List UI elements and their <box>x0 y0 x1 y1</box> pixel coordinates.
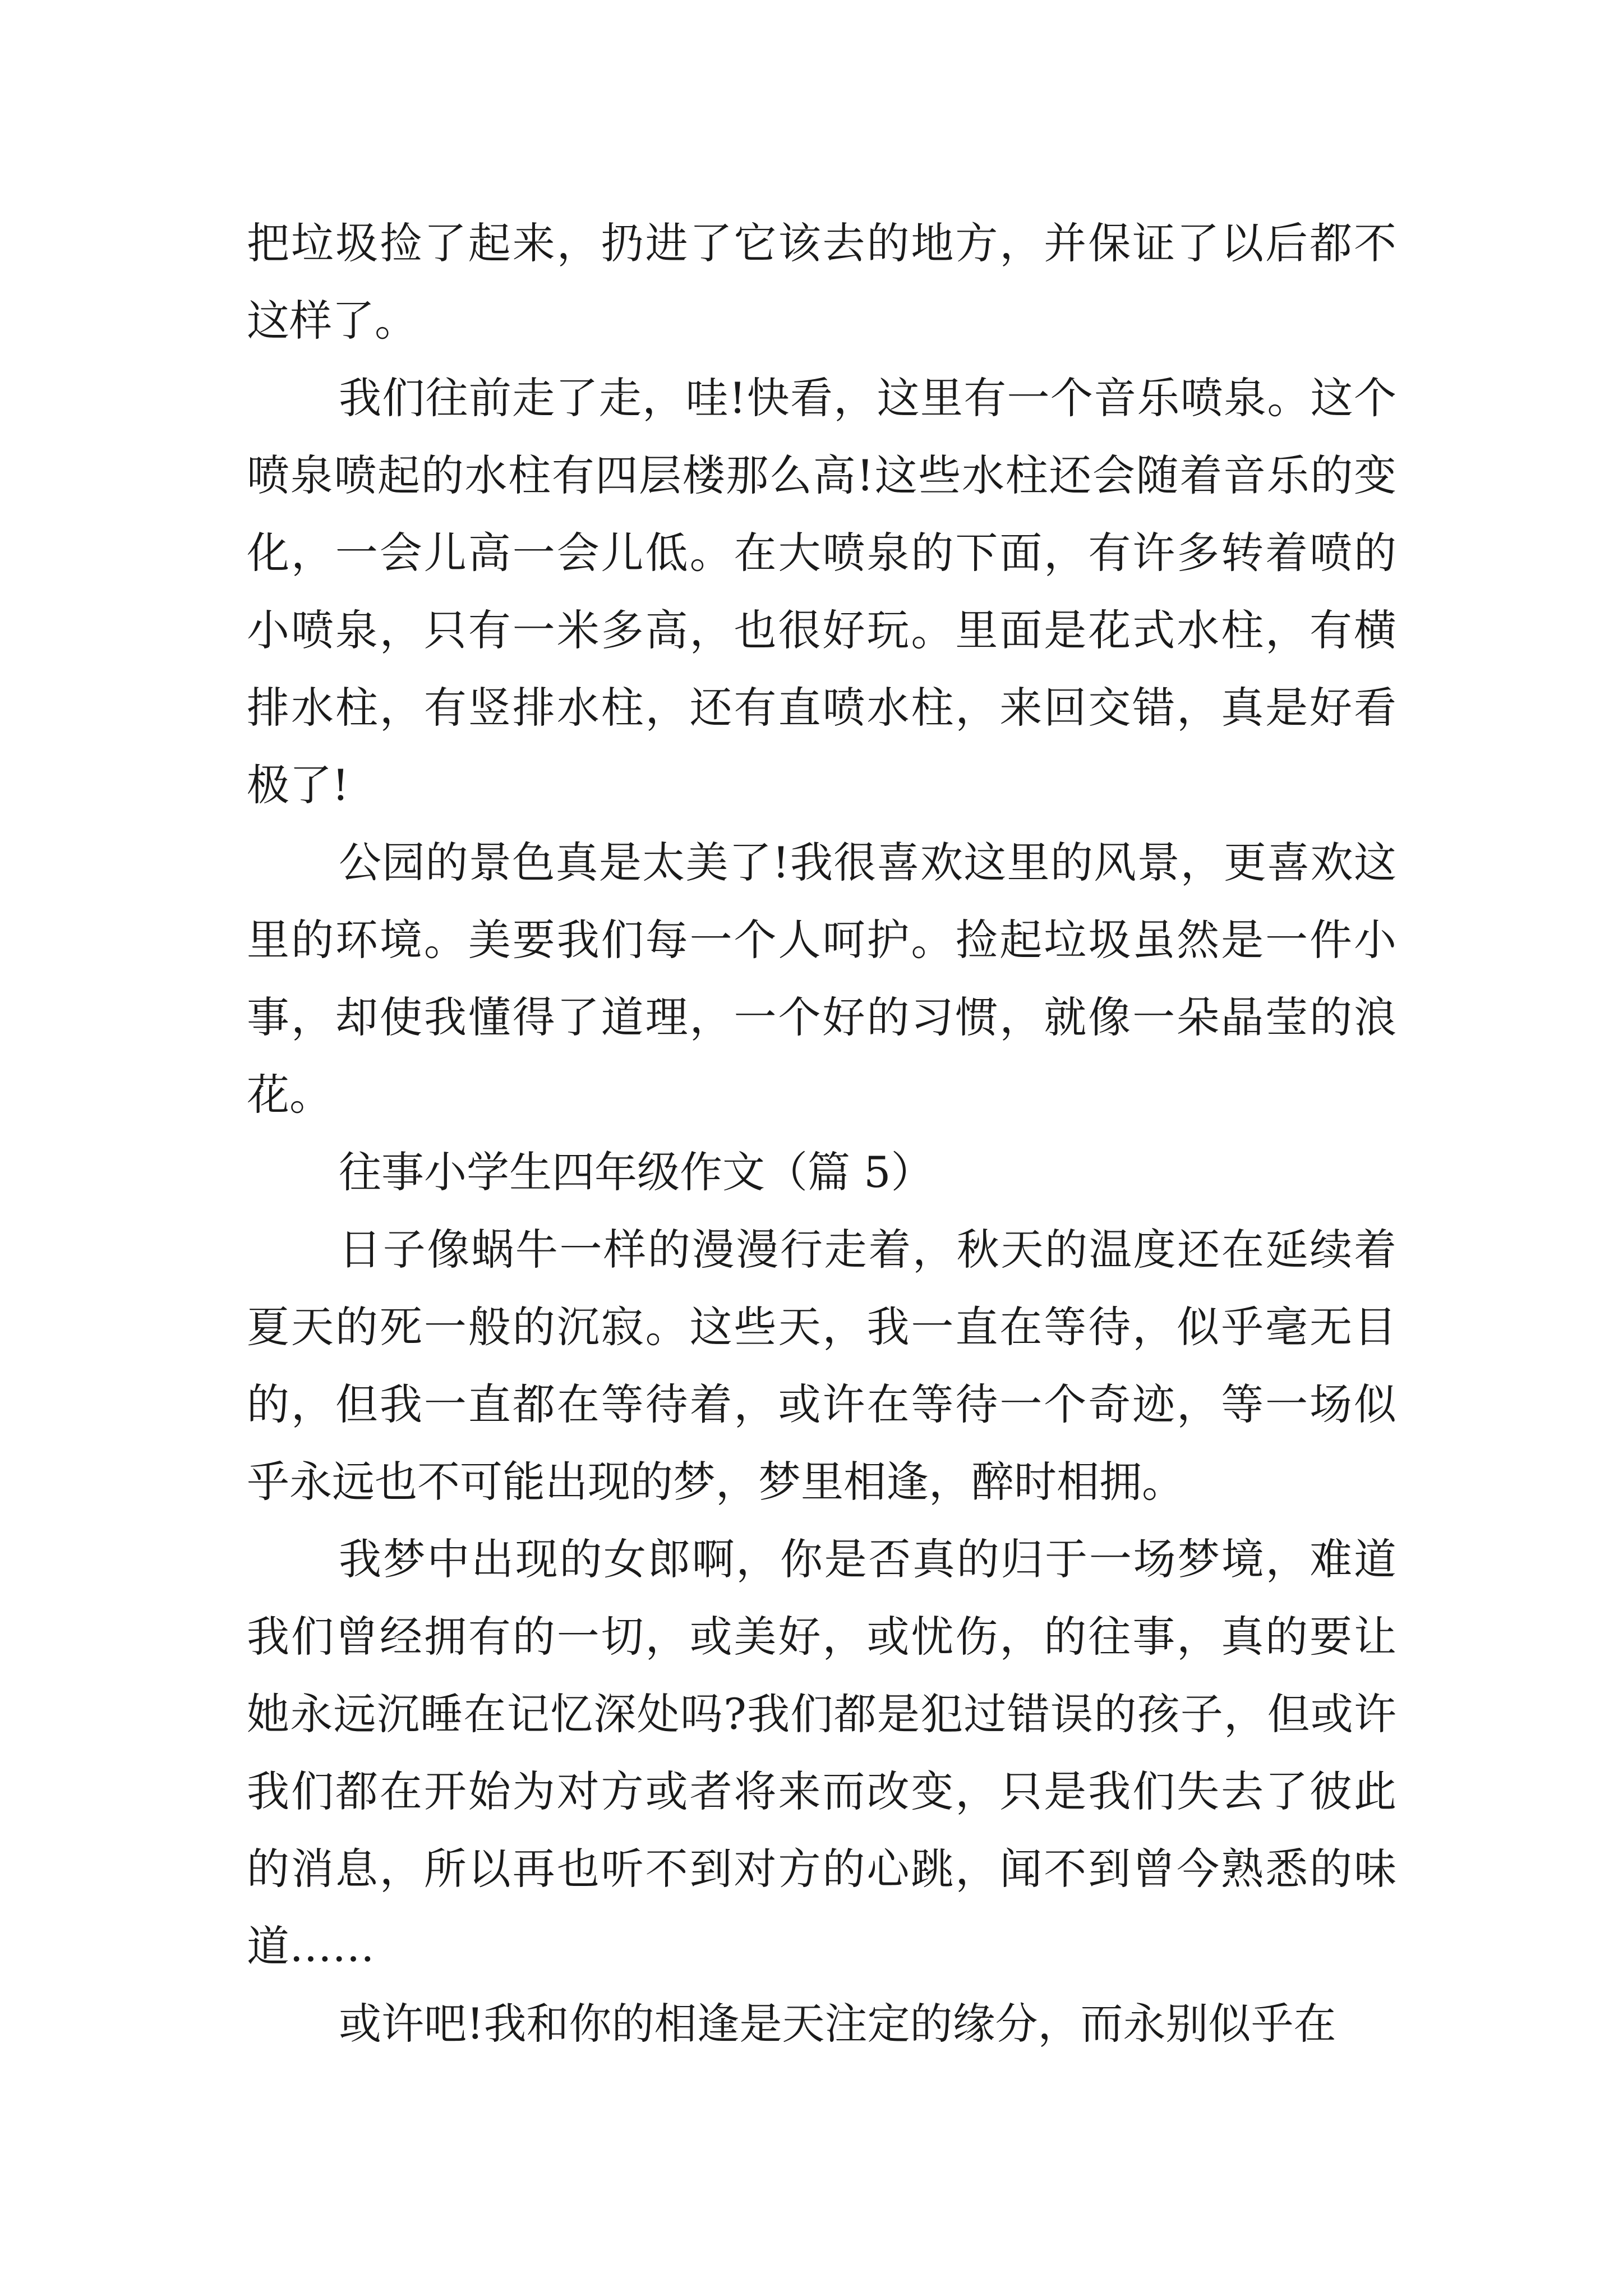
paragraph-waiting: 日子像蜗牛一样的漫漫行走着，秋天的温度还在延续着夏天的死一般的沉寂。这些天，我一直在等待，似乎毫无目的，但我一直都在等待着，或许在等待一个奇迹，等一场似乎永远也不可能出现的梦，梦里相逢，醉时相拥。 <box>247 1225 1396 1507</box>
paragraph-park-scenery: 公园的景色真是太美了!我很喜欢这里的风景，更喜欢这里的环境。美要我们每一个人呵护。捡起垃圾虽然是一件小事，却使我懂得了道理，一个好的习惯，就像一朵晶莹的浪花。 <box>247 838 1396 1120</box>
essay-title: 往事小学生四年级作文（篇 5） <box>339 1147 934 1197</box>
paragraph-fate: 或许吧!我和你的相逢是天注定的缘分，而永别似乎在 <box>339 1999 1336 2049</box>
paragraph-fountain: 我们往前走了走，哇!快看，这里有一个音乐喷泉。这个喷泉喷起的水柱有四层楼那么高!这些水柱还会随着音乐的变化，一会儿高一会儿低。在大喷泉的下面，有许多转着喷的小喷泉，只有一米多高，也很好玩。里面是花式水柱，有横排水柱，有竖排水柱，还有直喷水柱，来回交错，真是好看极了! <box>247 373 1396 810</box>
paragraph-continuation: 把垃圾捡了起来，扔进了它该去的地方，并保证了以后都不这样了。 <box>247 218 1396 346</box>
paragraph-dream-girl: 我梦中出现的女郎啊，你是否真的归于一场梦境，难道我们曾经拥有的一切，或美好，或忧伤，的往事，真的要让她永远沉睡在记忆深处吗?我们都是犯过错误的孩子，但或许我们都在开始为对方或者将来而改变，只是我们失去了彼此的消息，所以再也听不到对方的心跳，闻不到曾今熟悉的味道…… <box>247 1534 1396 1971</box>
essay-text <box>247 205 1396 2063</box>
